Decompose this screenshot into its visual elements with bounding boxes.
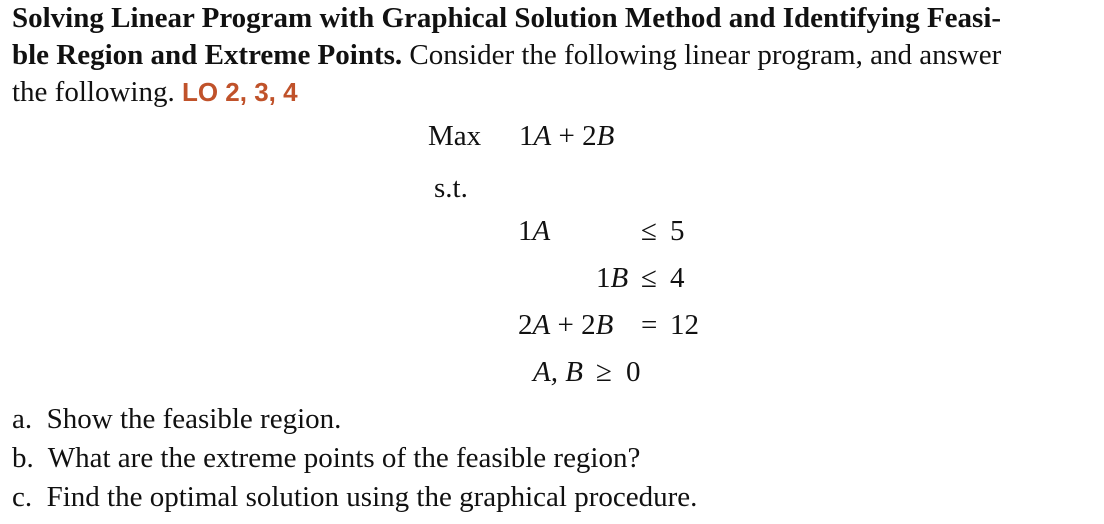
question-a	[12, 400, 697, 439]
question-b-text: What are the extreme points of the feasible region?	[47, 442, 641, 474]
objective-var-b: B	[596, 120, 615, 152]
question-b-label: b.	[12, 442, 34, 474]
constraint-2-coef: 1	[596, 262, 611, 294]
question-b	[12, 439, 697, 478]
constraint-3-coef-b: 2	[581, 309, 596, 341]
question-c-label: c.	[12, 481, 33, 513]
question-c	[12, 478, 697, 517]
objective-coef-b: 2	[582, 120, 597, 152]
objective-coef-a: 1	[519, 120, 534, 152]
constraint-3-coef-a: 2	[518, 309, 533, 341]
subject-to-label: s.t.	[434, 172, 468, 204]
constraint-3-relation: =	[641, 309, 658, 341]
constraint-2-var: B	[610, 262, 629, 294]
question-a-label: a.	[12, 403, 33, 435]
question-c-text: Find the optimal solution using the graphical procedure.	[46, 481, 698, 513]
problem-title-line2-bold: ble Region and Extreme Points.	[12, 39, 403, 71]
problem-title-line2-rest: Consider the following linear program, and answer	[402, 39, 1002, 71]
constraint-1-rhs: 5	[670, 215, 685, 247]
nonnegativity-vars: A, B	[533, 356, 583, 388]
question-list	[12, 400, 697, 517]
problem-title-line1: Solving Linear Program with Graphical Solution Method and Identifying Feasi-	[12, 2, 1002, 34]
constraint-2-lhs	[596, 262, 628, 294]
objective-function	[519, 120, 614, 152]
question-a-text: Show the feasible region.	[46, 403, 342, 435]
constraint-3-var-a: A	[532, 309, 551, 341]
objective-var-a: A	[533, 120, 552, 152]
objective-plus: +	[558, 120, 575, 152]
constraint-3-plus: +	[557, 309, 574, 341]
constraint-2-rhs: 4	[670, 262, 685, 294]
constraint-1-lhs	[518, 215, 550, 247]
constraint-2-relation: ≤	[641, 262, 657, 294]
constraint-1-coef: 1	[518, 215, 533, 247]
objective-keyword: Max	[428, 120, 482, 152]
constraint-3-var-b: B	[595, 309, 614, 341]
nonnegativity-rhs: 0	[626, 356, 641, 388]
nonnegativity-relation: ≥	[596, 356, 612, 388]
constraint-3-rhs: 12	[670, 309, 699, 341]
learning-objective-label: LO 2, 3, 4	[181, 77, 298, 107]
problem-title-line3: the following.	[12, 76, 175, 108]
constraint-3-lhs	[518, 309, 613, 341]
constraint-1-var: A	[532, 215, 551, 247]
constraint-1-relation: ≤	[641, 215, 657, 247]
